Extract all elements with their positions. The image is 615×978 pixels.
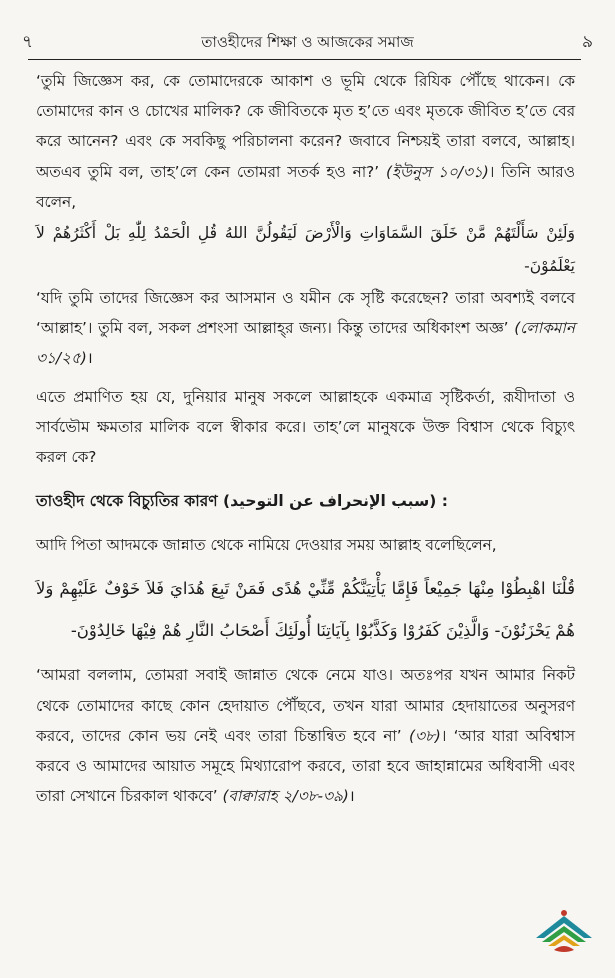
paragraph-quran-yunus	[36, 66, 575, 217]
publisher-logo-icon	[532, 908, 596, 956]
citation: (লোকমান ৩১/২৫)	[36, 319, 575, 368]
citation: (ইউনুস ১০/৩১)	[386, 162, 489, 181]
arabic-verse-luqman: وَلَئِنْ سَأَلْتَهُمْ مَّنْ خَلَقَ السَّمَاوَاتِ وَالْأَرْضَ لَيَقُولُنَّ اللهُ قُلِ الْحَمْدُ لِلّٰهِ بَلْ أَكْثَرُهُمْ لاَ يَعْلَمُوْنَ-	[36, 224, 575, 276]
paragraph-intro-adam: আদি পিতা আদমকে জান্নাত থেকে নামিয়ে দেওয়ার সময় আল্লাহ বলেছিলেন,	[36, 536, 497, 555]
citation: (বাক্বারাহ ২/৩৮-৩৯)	[222, 787, 349, 806]
continuation-text: । তিনি আরও বলেন,	[36, 162, 575, 211]
paragraph-translation-luqman: ‘যদি তুমি তাদের জিজ্ঞেস কর আসমান ও যমীন কে সৃষ্টি করেছেন? তারা অবশ্যই বলবে ‘আল্লাহ’। তুমি বল, সকল প্রশংসা আল্লাহ্‌র জন্য। কিন্তু তাদের অধিকাংশ অজ্ঞ’ (লোকমান ৩১/২৫)।	[36, 289, 575, 368]
running-title: তাওহীদের শিক্ষা ও আজকের সমাজ	[201, 32, 414, 51]
quote-text: । ‘আর যারা অবিশ্বাস করবে ও আমাদের আয়াত সমূহে মিথ্যারোপ করবে, তারা হবে জাহান্নামের অধিবাসী এবং তারা সেখানে চিরকাল থাকবে’	[36, 726, 576, 806]
heading-arabic: (سبب الإنحراف عن التوحيد)	[223, 492, 437, 511]
quote-text: ‘আমরা বললাম, তোমরা সবাই জান্নাত থেকে নেমে যাও। অতঃপর যখন আমার নিকট থেকে তোমাদের কাছে কোন হেদায়াত পৌঁছবে, তখন যারা আমার হেদায়াতের অনুসরণ করবে, তাদের কোন ভয় নেই এবং তারা চিন্তান্বিত হবে না’	[36, 666, 575, 745]
page-number-left: ৭	[22, 32, 34, 52]
paragraph-conclusion: এতে প্রমাণিত হয় যে, দুনিয়ার মানুষ সকলে আল্লাহকে একমাত্র সৃষ্টিকর্তা, রূযীদাতা ও সার্বভৌম ক্ষমতার মালিক বলে স্বীকার করে। তাহ’লে মানুষকে উক্ত বিশ্বাস থেকে বিচ্যুৎ করল কে?	[36, 387, 575, 467]
section-heading: তাওহীদ থেকে বিচ্যুতির কারণ (سبب الإنحراف عن التوحيد) :	[36, 492, 448, 511]
heading-bengali: তাওহীদ থেকে বিচ্যুতির কারণ	[36, 492, 218, 511]
arabic-verse-baqarah: قُلْنَا اهْبِطُوْا مِنْهَا جَمِيْعاً فَإِمَّا يَأْتِيَنَّكُمْ مِّنِّيْ هُدًى فَمَنْ تَبِعَ هُدَايَ فَلاَ خَوْفٌ عَلَيْهِمْ وَلاَ هُمْ يَحْزَنُوْنَ- وَالَّذِيْنَ كَفَرُوْا وَكَذَّبُوْا بِآيَاتِنَا أُولَئِكَ أَصْحَابُ النَّارِ هُمْ فِيْهَا خَالِدُوْنَ-	[36, 579, 575, 641]
quote-text: ‘তুমি জিজ্ঞেস কর, কে তোমাদেরকে আকাশ ও ভূমি থেকে রিযিক পৌঁছে থাকেন। কে তোমাদের কান ও চোখের মালিক? কে জীবিতকে মৃত হ’তে এবং মৃতকে জীবিত হ’তে বের করে আনেন? এবং কে সবকিছু পরিচালনা করেন? জবাবে নিশ্চয়ই তারা বলবে, আল্লাহ। অতএব তুমি বল, তাহ’লে কেন তোমরা সতর্ক হও না?’	[36, 72, 575, 181]
header-rule	[28, 59, 581, 60]
quote-text: ‘যদি তুমি তাদের জিজ্ঞেস কর আসমান ও যমীন কে সৃষ্টি করেছেন? তারা অবশ্যই বলবে ‘আল্লাহ’। তুমি বল, সকল প্রশংসা আল্লাহ্‌র জন্য। কিন্তু তাদের অধিকাংশ অজ্ঞ’	[36, 289, 575, 338]
page-body	[36, 66, 575, 811]
paragraph-translation-baqarah: ‘আমরা বললাম, তোমরা সবাই জান্নাত থেকে নেমে যাও। অতঃপর যখন আমার নিকট থেকে তোমাদের কাছে কোন হেদায়াত পৌঁছবে, তখন যারা আমার হেদায়াতের অনুসরণ করবে, তাদের কোন ভয় নেই এবং তারা চিন্তান্বিত হবে না’ (৩৮)। ‘আর যারা অবিশ্বাস করবে ও আমাদের আয়াত সমূহে মিথ্যারোপ করবে, তারা হবে জাহান্নামের অধিবাসী এবং তারা সেখানে চিরকাল থাকবে’ (বাক্বারাহ ২/৩৮-৩৯)।	[36, 666, 576, 806]
citation: (৩৮)	[409, 726, 441, 745]
running-header	[22, 28, 593, 58]
page-number-right: ৯	[581, 32, 593, 52]
